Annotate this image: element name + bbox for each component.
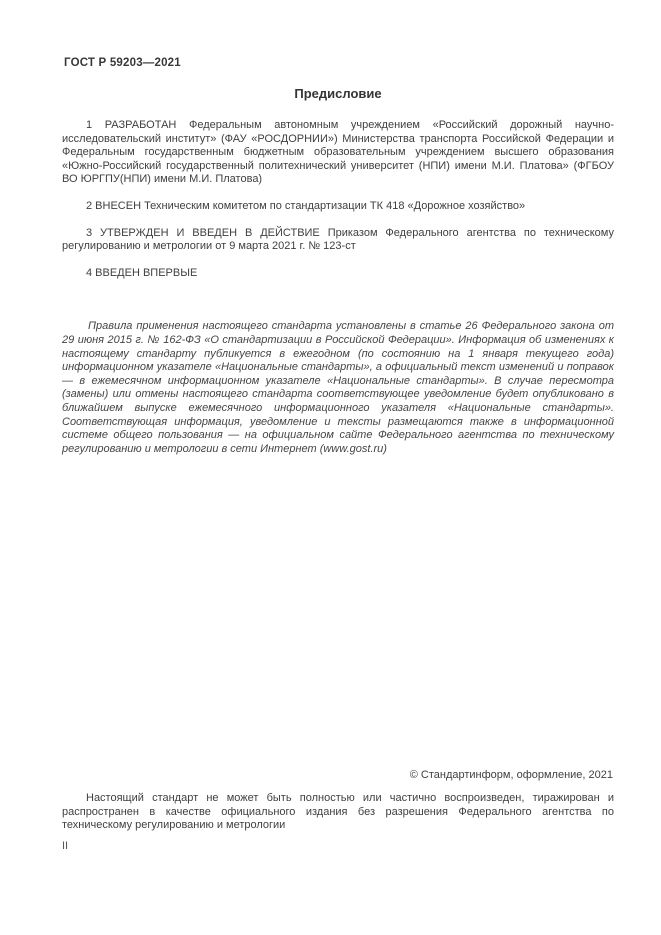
foreword-item-approved: 3 УТВЕРЖДЕН И ВВЕДЕН В ДЕЙСТВИЕ Приказом Федерального агентства по техническому регулированию и метрологии от 9 марта 2021 г. № 123-ст <box>62 226 614 253</box>
reproduction-restriction: Настоящий стандарт не может быть полностью или частично воспроизведен, тиражирован и распространен в качестве официального издания без разрешения Федерального агентства по техническому регулированию и метрологии <box>62 792 614 832</box>
document-code: ГОСТ Р 59203—2021 <box>64 57 181 69</box>
foreword-content <box>62 119 614 456</box>
copyright-notice: © Стандартинформ, оформление, 2021 <box>409 769 613 781</box>
foreword-item-submitted: 2 ВНЕСЕН Техническим комитетом по стандартизации ТК 418 «Дорожное хозяйство» <box>86 199 526 212</box>
page-title: Предисловие <box>294 86 382 101</box>
foreword-item-first-edition: 4 ВВЕДЕН ВПЕРВЫЕ <box>86 266 198 279</box>
legal-notice: Правила применения настоящего стандарта установлены в статье 26 Федерального закона от 29 июня 2015 г. № 162-ФЗ «О стандартизации в Российской Федерации». Информация об изменениях к настоящему стандарту публикуется в ежегодном (по состоянию на 1 января текущего года) информационном указателе «Национальные стандарты», а официальный текст изменений и поправок — в ежемесячном информационном указателе «Национальные стандарты». В случае пересмотра (замены) или отмены настоящего стандарта соответствующее уведомление будет опубликовано в ближайшем выпуске ежемесячного информационного указателя «Национальные стандарты». Соответствующая информация, уведомление и тексты размещаются также в информационной системе общего пользования — на официальном сайте Федерального агентства по техническому регулированию и метрологии в сети Интернет (www.gost.ru) <box>62 320 614 455</box>
page-number: II <box>62 840 69 852</box>
foreword-item-developed: 1 РАЗРАБОТАН Федеральным автономным учреждением «Российский дорожный научно-исследовательский институт» (ФАУ «РОСДОРНИИ») Министерства транспорта Российской Федерации и Федеральным государственным бюджетным образовательным учреждением высшего образования «Южно-Российский государственный политехнический университет (НПИ) имени М.И. Платова» (ФГБОУ ВО ЮРГПУ(НПИ) имени М.И. Платова) <box>62 119 614 186</box>
